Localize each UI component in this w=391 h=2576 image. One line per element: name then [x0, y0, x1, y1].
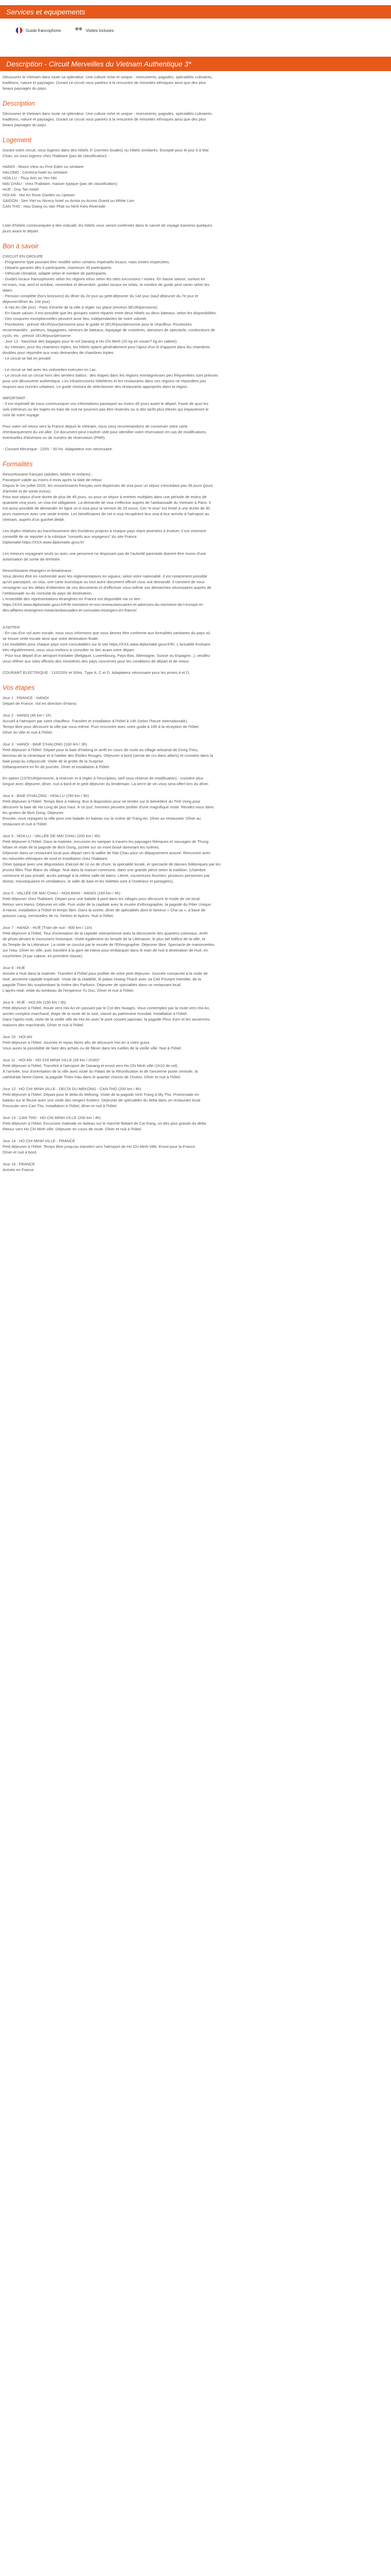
day-line: Accueil à l'aéroport par votre chauffeur. Transfert et installation à l'hôtel à 14h (selon l'heure internationale). [3, 719, 188, 723]
formalite-line: qu'un passeport, un visa, une carte touristique ou tout autre document officiel vous soit demandé. Il convient de vous [3, 580, 205, 584]
day-heading: Jour 4 : BAIE D'HALONG - HOA LU (250 km / 5h) [3, 793, 89, 798]
info-line: mi-mars, mai, avril et octobre, novembre et décembre, guides locaux en relais, le nombre de guide peut varier selon les [3, 282, 209, 287]
formalite-line: d'arrivée et de sortie inclus). [3, 489, 52, 494]
day-heading: Jour 10 : HOI AN [3, 1035, 32, 1039]
day-line: Départ de France. Vol en direction d'Hanoi. [3, 701, 77, 706]
day-line: pagode Thien Mu surplombant la rivière des Parfums. Déjeuner de spécialités dans un restaurant local. [3, 982, 182, 987]
info-line [3, 361, 384, 367]
hotel-list [3, 164, 384, 209]
formalite-line: Vietnam, auprès d'un guichet dédié. [3, 517, 65, 522]
formalite-line [3, 562, 384, 568]
hotel-line: HOI AN : Hoi An Rose Garden ou Uptown [3, 193, 75, 197]
day-line: Dans l'après-midi, visite de la vieille ville de Hoi An avec le pont couvert japonais, la pagode Phuc Kien et les anciennes [3, 1017, 210, 1022]
visits-label: Visites incluses [86, 28, 114, 33]
visits-item [75, 27, 114, 33]
day-line: Arrivée en France. [3, 1167, 35, 1172]
info-line: - Pension complète (hors boissons) du dîner du 2e jour au petit-déjeuner du 14e jour (sauf déjeuner du 7e jour et [3, 294, 199, 298]
hotel-line: HOA LU : Thuy Anh ou Yen Nhi [3, 176, 57, 180]
day-line: Petit déjeuner à l'hôtel. Départ pour la baie d'Halong et arrêt en cours de route au village artisanal de Dong Trieu, [3, 748, 199, 752]
formalite-line: Diplomatie:https://XXX.www.diplomatie.gouv.fr/ [3, 540, 84, 545]
day-line: Retour vers Ho Chi Minh ville. Déjeuner en cours de route. Dîner et nuit à l'hôtel. [3, 1127, 142, 1131]
info-line: toujours aux normes urbaines. Le guide choisira de sélectionner des restaurants appropriés dans la région. [3, 384, 188, 389]
info-line: - Au Vietnam, pour les chambres triples, les hôtels optent généralement pour l'ajout d'un lit d'appoint dans les chambres [3, 345, 210, 349]
formalite-line: Vous devrez être en conformité avec les réglementations en vigueur, selon votre nationalité. Il est notamment possible [3, 574, 207, 579]
day-heading: Jour 5 : HOA LU - VALLÉE DE MAI CHAU (200 km / 4h) [3, 834, 100, 838]
day-line: sur l'eau. Dîner en ville, puis transfert à la gare de Hanoi pour embarquer dans le train de nuit à destination de Hué, en [3, 948, 208, 953]
day-line: Petit déjeuner à l'hôtel. Route vers Hoi An en passant par le Col des Nuages. Vous contemplez par la route vers Hoi An, [3, 1006, 210, 1010]
day-line: les grottes de Bich Dong. Déjeuner. [3, 810, 64, 815]
intro-text [3, 74, 384, 91]
day-heading: Jour 6 : VALLÉE DE MAI CHAU - HOA BINH - HANOI (160 km / 4h) [3, 891, 121, 895]
formalites-title: Formalités [3, 461, 33, 468]
hotel-line: HALONG : Centrica hotel ou similaire [3, 170, 68, 175]
hotel-line: HANOI : Mooni View ou First Eden ou similaire [3, 164, 84, 169]
bon-a-savoir-title: Bon à savoir [3, 243, 39, 250]
day-heading: Jour 1 : FRANCE - HANOI [3, 696, 49, 700]
day-line: restaurant et nuit à l'hôtel. [3, 822, 48, 826]
info-line: dates. [3, 288, 13, 293]
day-line: Poursuite vers Can Tho. Installation à l'hôtel, dîner et nuit à l'hôtel. [3, 1104, 118, 1108]
formalites-text [3, 471, 384, 675]
day-heading: Jour 14 : HO CHI MINH VILLE - FRANCE [3, 1139, 75, 1143]
itinerary-day [3, 1034, 384, 1051]
formalite-line: - En cas d'un vol avec escale, nous vous informons que vous devrez être conforme aux formalités sanitaires du pays où [3, 631, 210, 635]
info-line: - Pourboires : prévoir 4EUR/jour/personne pour le guide et 2EUR/jour/personne pour le chauffeur. Pourboires [3, 322, 192, 327]
formalite-line: Passeport valide au moins 6 mois après la date de retour. [3, 478, 103, 482]
itinerary-day [3, 695, 384, 706]
day-line: Retour vers Hanoi. Déjeuner en ville. Puis visite de la capitale avec le musée d'ethnographie, la pagode du Pilier Unique. [3, 902, 212, 907]
logement-intro-line: Chau, où vous logerez chez l'habitant (pas de classification) : [3, 154, 109, 158]
guide-item [15, 27, 61, 34]
day-heading: Jour 15 : FRANCE [3, 1162, 35, 1166]
info-line: vols intérieurs ou les trajets en train de nuit ne pourront pas être réservés ou si des tarifs plus élevés qui impacteront le [3, 407, 209, 412]
formalite-line: des-affaires-etrangeres-meae/ambassades-et-consulats-etrangers-en-france/ [3, 608, 137, 613]
day-line: couchettes (4 par cabine, en première classe). [3, 954, 84, 958]
day-line: commune et pas privatif, accès partagé à la même salle de bains. Literie, couvertures fournies, plusieurs personnes par [3, 873, 210, 878]
day-line: Temps libre pour découvrir la ville par vous-même. Puis rencontre avec votre guide à 19h à la réception de l'hôtel. [3, 724, 200, 729]
hotel-line: HUE : Duy Tan Hotel [3, 187, 39, 192]
intro-line: traditions, nature et paysages. Durant ce circuit vous partirez à la rencontre de minorités ethniques ainsi que des plus [3, 80, 206, 85]
day-line: Dîner et nuit à bord. [3, 1150, 38, 1155]
formalite-line: vous référer aux sites officiels des ministères des pays concernés pour les conditions de départ et de retour. [3, 659, 190, 664]
itinerary-day [3, 1115, 384, 1132]
day-line: Petit déjeuner à l'hôtel. Temps libre jusqu'au transfert vers l'aéroport de Ho Chi Minh Ville. Envol pour la France. [3, 1144, 197, 1149]
day-line: Dîner en ville et nuit à l'hôtel. [3, 730, 53, 735]
info-line [3, 418, 384, 423]
formalite-line: Depuis le 1er juillet 2025, les ressortissants français sont dispensés de visa pour un séjour n'excédant pas 45 jours (jours [3, 483, 213, 488]
formalite-line: est aussi possible de demander en ligne un e-visa pour la version de 25 euros. Cet "e-visa" est limité à une durée de 90 [3, 506, 210, 511]
services-header-bar: Services et equipements [0, 5, 391, 19]
hotel-line: MAI CHAU : chez l'habitant, maison typique (pas de classification) [3, 181, 118, 186]
itinerary-days [3, 695, 384, 1173]
formalite-line: jours maximum avec une seule entrée. Les bénéficiaires de cet e-visa récupèrent leur visa à leur arrivée à l'aéroport au [3, 512, 209, 516]
day-line: Ensuite, vous rejoignez la ville pour une balade en bateau sur la rivière de Trang An. Dîner au restaurant. Dîner au [3, 816, 201, 821]
itinerary-day [3, 713, 384, 735]
main-content [3, 74, 384, 1179]
day-line: baie jusqu'au crépuscule. Visite de la grotte de la Surprise. [3, 759, 105, 764]
day-line: Dîner typique avec une dégustation d'alcool de riz ou de chum, la spécialité locale, et spectacle de danses folkloriques par les [3, 862, 221, 867]
itinerary-day [3, 1161, 384, 1173]
hotel-line: SAIGON : Sen Viet ou Nicecy hotel ou Arista ou Acnos Grand ou White Lion [3, 198, 135, 203]
info-line [3, 440, 384, 446]
info-line: - Il est impératif de nous communiquer vos informations passeport au moins 45 jours avant le départ. Faute de quoi les [3, 401, 208, 406]
day-heading: Jour 8 : HUÉ [3, 965, 25, 970]
logement-section [3, 136, 384, 234]
info-line: IMPORTANT : [3, 396, 28, 400]
info-line: - Programme type pouvant être modifié selon certains impératifs locaux, mais visites respectées. [3, 260, 170, 264]
formalite-line: - Pour tout départ d'un aéroport frontalier (Belgique, Luxembourg, Pays-Bas, Allemagne, Suisse ou Espagne...), veuillez [3, 653, 210, 658]
logement-note-line: Liste d'hôtels communiquée à titre indicatif, les hôtels vous seront confirmés dans le carnet de voyage transmis quelques [3, 223, 213, 228]
day-line [3, 770, 384, 775]
itinerary-day [3, 741, 384, 787]
day-line: Nham et visite de la pagode de Bich Dong, juchée sur un mont boisé dominant les rizières. [3, 845, 160, 850]
itinerary-day [3, 890, 384, 919]
day-line: L'après-midi, visite du tombeau de l'empereur Tu Duc. Dîner et nuit à l'hôtel. [3, 988, 135, 993]
day-heading: Jour 13 : CAN THO - HO CHI MINH VILLE (200 km / 4h) [3, 1115, 101, 1120]
info-line: - Courant électrique : 220V - 50 Hz. Adaptateur non nécessaire. [3, 447, 113, 451]
day-line: Hué, ancienne capitale impériale. Visite de la citadelle, le palais Hoang Thanh avec sa Cité Pourpre Interdite, de la [3, 977, 201, 981]
info-line: doubles pour répondre aux vrais demandes de chambres triples. [3, 350, 115, 355]
formalite-line [3, 545, 384, 551]
info-line: - Jour 13 : franchise des bagages pour le vol Danang à Ho Chi Minh (20 kg en soute/7 kg en cabine). [3, 339, 178, 344]
day-heading: Jour 7 : HANOI - HUÉ (Train de nuit - 900 km / 11h) [3, 925, 92, 930]
etapes-section [3, 684, 384, 1173]
info-line: - En haute saison, il est possible que les groupes soient répartis entre deux hôtels ou deux bateaux, selon les disponibilités. [3, 311, 217, 315]
day-line: du Temple de la Littérature. La visite se conclut par le musée de l'Ethnographie. Déjeuner libre. Spectacle de marionnettes [3, 942, 215, 947]
description-section [3, 99, 384, 128]
itinerary-day [3, 1138, 384, 1155]
itinerary-day [3, 1057, 384, 1080]
info-line: - Le circuit est un circuit hors des sentiers battus : des étapes dans les régions montagneuses peu fréquentées sont prévues [3, 373, 218, 378]
day-line: les minorités ethniques de nord et installation chez l'habitant. [3, 856, 108, 861]
day-heading: Jour 2 : HANOI (45 km / 1h) [3, 713, 52, 718]
itinerary-day [3, 965, 384, 993]
description-title: Description [3, 100, 35, 107]
formalite-line: très régulièrement, nous vous invitons à consulter ce lien avant votre départ. [3, 648, 135, 652]
logement-title: Logement [3, 137, 31, 144]
formalite-line: l'ambassade ou du consulat du pays de destination. [3, 591, 93, 596]
day-line: À l'arrivée, tour d'orientation de la ville avec visite du Palais de la Réunification et de l'ancienne poste centrale, la [3, 1069, 198, 1074]
day-heading: Jour 3 : HANOI - BAIE D'HALONG (160 km / 3h) [3, 742, 87, 747]
day-line: Petit déjeuner à l'hôtel. Départ pour le delta du Mékong. Visite de la pagode Vinh Trang à My Tho. Promenade en [3, 1092, 199, 1097]
logement-note [3, 223, 384, 234]
info-line: coût de votre voyage. [3, 413, 40, 417]
bon-a-savoir-text [3, 253, 384, 452]
day-line: berceau de la céramique et à l'atelier des Étoiles Rouges. Déjeuner à bord (servie de cru dans altiers) et croisière dans la [3, 753, 213, 758]
day-line: Déjeuner dans un restaurant local puis départ vers la vallée de Mai Chau pour un dépaysement assuré. Rencontre avec [3, 851, 211, 855]
day-heading: Jour 12 : HO CHI MINH VILLE - DELTA DU MEKONG - CAN THO (200 km / 4h) [3, 1087, 141, 1091]
itinerary-day [3, 1086, 384, 1109]
formalite-line: Les mineurs voyageant seuls ou avec une personne ne disposant pas de l'autorité parentale doivent être munis d'une [3, 551, 206, 556]
day-line: Vous aurez la possibilité de faire des achats ou de flâner dans les ruelles de la vieille ville. Nuit à l'hôtel. [3, 1046, 182, 1050]
day-line: jeunes filles Thaï Blanc du village. Nuit dans la maison commune, dans une grande pièce selon la tradition. (chambre [3, 868, 206, 872]
logement-intro-line: Durant votre circuit, vous logerez dans des hôtels 3* (normes locales) ou hôtels similaires. Excepté pour le jour 5 à Mai [3, 148, 209, 152]
day-line: A Hanoi, installation à l'hôtel et temps libre. Dans la soirée, dîner de spécialités dont le fameux « Cha ca », à base de [3, 908, 206, 912]
formalite-line: conseillé de se reporter à la rubrique "conseils aux voyageurs" du site France [3, 534, 137, 539]
info-line: - Départs garantis dès 4 participants, maximum 30 participants. [3, 265, 112, 270]
info-line: - Le circuit se fait avec les voiturettes exécuter en Lac. [3, 367, 97, 372]
info-line: Pour votre vol retour vers la France depuis le Vietnam, nous vous recommandons de conserver votre carte [3, 424, 188, 429]
description-line: beaux paysages du pays. [3, 123, 47, 127]
formalite-line: Les modalités pour chaque pays sont consultables sur le site https://XXX.www.diplomatie.gouv.fr/fr/. L'actualité évoluant [3, 642, 210, 647]
formalite-line [3, 619, 384, 624]
info-line: - Le circuit se fait en privatif. [3, 356, 52, 361]
french-flag-icon [15, 27, 23, 34]
info-line: cyclo, etc : prévoir 1EUR/jour/personne. [3, 333, 72, 338]
day-line: Petit déjeuner à l'hôtel. Transfert à l'aéroport de Danang et envol vers Ho Chi Minh ville (1h10 de vol). [3, 1063, 179, 1068]
hotel-line: CAN THO : Hau Giang ou Van Phat ou Ninh Kieu Riverside [3, 204, 106, 209]
day-heading: Jour 9 : HUÉ - HOI AN (150 km / 3h) [3, 1000, 66, 1005]
description-text [3, 111, 384, 128]
day-line: découvrir la baie de Ha Long de plus haut. À ce jour, hommes peuvent profiter d'une magnifique visite. Rendez-vous dans [3, 805, 214, 809]
info-line: déjeuner/dîner du 10e jour). [3, 299, 51, 304]
day-line: Petit déjeuner à l'hôtel. Tour d'orientation de la capitale vietnamienne avec la découverte des quartiers coloniaux. Arrêt [3, 931, 208, 936]
info-line: - Véhicule climatisé, adapté selon le nombre de participants. [3, 271, 107, 276]
info-line [3, 389, 384, 395]
info-line: - Guides locaux francophones selon les régions et/ou selon les sites excursions / visites. En basse saison, surtout en [3, 277, 205, 281]
formalite-line [3, 522, 384, 528]
formalite-line: Ressortissants étrangers et binationaux : [3, 568, 74, 573]
formalite-line: Ressortissants français (adultes, bébés et enfants) : [3, 472, 93, 477]
info-line: d'embarquement du vol aller. Ce document peut s'avérer utile pour identifier votre réservation en cas de modifications [3, 430, 206, 434]
day-line: Petit déjeuner à l'hôtel. Dans la matinée, excursion en sampan à travers les paysages féériques et sauvages de Thung [3, 839, 208, 844]
info-line: - À Hoi An (9e jour) : Pass d'entrée de la ville à régler sur place (environ 5EUR/personne). [3, 305, 158, 310]
etapes-title: Vos étapes [3, 684, 35, 691]
services-list [15, 27, 114, 34]
formalite-line: quarante cinq jours, un visa est obligatoire. La demande de visa s'effectue auprès de l'ambassade du Vietnam à Paris. Il [3, 500, 211, 505]
description-line: Découvrez le Vietnam dans toute sa splendeur. Une culture riche et unique : monuments, pagodes, spécialités culinaires, [3, 111, 213, 116]
day-heading: Jour 11 : HOI AN - HO CHI MINH VILLE (35 km / 2h30)* [3, 1058, 100, 1062]
info-line: recommandés : porteurs, bagagistes, rameurs de bateaux, équipage de croisières, danseurs de spectacle, conducteurs de [3, 328, 215, 332]
formalites-section [3, 460, 384, 675]
formalite-line [3, 664, 384, 670]
itinerary-day [3, 925, 384, 959]
day-line: bateau sur le fleuve avec une visite des vergers fruitiers. Déjeuner de spécialités du delta dans un restaurant local. [3, 1098, 201, 1103]
people-icon [75, 27, 83, 33]
description-header-bar: Description - Circuit Merveilles du Vietnam Authentique 3* [0, 57, 391, 71]
day-line: Débarquement en fin de journée. Dîner et installation à l'hôtel. [3, 765, 110, 769]
day-line: Petit déjeuner à l'hôtel. Excursion matinale en bateau sur le marché flottant de Cai Rang, un des plus grands du delta. [3, 1121, 207, 1126]
info-line: pour une découverte authentique. Les infrastructures hôtelières et les restaurants dans ces régions ne répondent pas [3, 379, 206, 383]
formalite-line: COURANT ELECTRIQUE : 110/220V et 50Hz. Type A, C et D. Adaptateur nécessaire pour les prises A et D. [3, 670, 190, 675]
day-line: Petit déjeuner chez l'habitant. Départ pour une balade à pied dans les villages pour découvrir le mode de vie local. [3, 896, 201, 901]
description-line: traditions, nature et paysages. Durant ce circuit vous partirez à la rencontre de minorités ethniques ainsi que des plus [3, 117, 206, 122]
day-line: longue avec déjeuner, dîner, nuit à bord et le petit déjeuner du lendemain. La verre de vin vous sera offert lors du dîner. [3, 782, 209, 786]
day-line: maisons des marchands. Dîner et nuit à l'hôtel. [3, 1023, 85, 1027]
info-line: - Des coupures exceptionnelles peuvent avoir lieu, indépendantes de notre volonté. [3, 316, 148, 321]
formalite-line: se trouve cette escale ainsi que votre destination finale. [3, 636, 99, 641]
logement-note-line: jours avant le départ. [3, 229, 39, 233]
guide-label: Guide francophone [26, 28, 61, 33]
formalite-line: Les règles relatives au franchissement des frontières propres à chaque pays étant amenées à évoluer, il est vivement [3, 529, 206, 533]
formalite-line: https://XXX.www.diplomatie.gouv.fr/fr/le-ministere-et-son-reseau/annuaires-et-adresses-du-ministere-de-l-europe-et- [3, 602, 204, 607]
day-line: En option (137EUR/personne, à réserver et à régler à l'inscription, tarif sous réserve de modification) : croisière plus [3, 776, 203, 781]
day-line: Arrivée à Hué dans la matinée. Transfert à l'hôtel pour profiter de votre petit déjeuner. Journée consacrée à la visite de [3, 971, 208, 976]
info-line: CIRCUIT EN GROUPE [3, 254, 43, 259]
intro-line: Découvrez le Vietnam dans toute sa splendeur. Une culture riche et unique : monuments, pagodes, spécialités culinaires, [3, 75, 213, 79]
formalite-line: A NOTER [3, 625, 20, 630]
itinerary-day [3, 833, 384, 884]
logement-intro [3, 147, 384, 159]
day-line: de photo devant le monument historique. Visite également du temple de la Littérature, le plus bel édifice de la ville, et [3, 937, 205, 941]
info-line: éventuelles d'itinéraire ou de numéro de réservation (PNR). [3, 435, 106, 440]
formalite-line: L'ensemble des représentations étrangères en France est disponible via ce lien : [3, 597, 142, 601]
formalite-line: renseigner sur les délais d'obtention de ces documents et d'effectuer vous-même vos démarches nécessaires auprès de [3, 585, 211, 590]
formalite-line: Pour tout séjour d'une durée de plus de 45 jours, ou pour un séjour à entrées multiples dans une période de moins de [3, 495, 207, 499]
intro-line: beaux paysages du pays. [3, 86, 47, 91]
day-line: poisson Lang, vermicelles de riz, herbes et épices. Nuit à l'hôtel. [3, 913, 114, 918]
day-line: Petit déjeuner à l'hôtel. Temps libre à Halong. Bus à disposition pour se rendre sur le belvédère du Tinh Vong pour [3, 799, 201, 804]
itinerary-day [3, 793, 384, 827]
formalite-line: autorisation de sortie de territoire. [3, 557, 61, 562]
day-line: ancien comptoir marchand, étape de la route de la soie, classé au patrimoine mondial. Installation à l'hôtel. [3, 1011, 188, 1016]
bon-a-savoir-section [3, 242, 384, 452]
day-line: dortoir, moustiquaires et ventilateurs, le salle de bain et les toilettes sont à l'extérieur et partagées). [3, 879, 174, 884]
day-line: cathédrale Notre-Dame, la pagode Thien Hau dans le quartier chinois de Cholon. Dîner et nuit à l'hôtel. [3, 1075, 182, 1079]
itinerary-day [3, 999, 384, 1028]
day-line: Petit déjeuner à l'hôtel. Journée et repas libres afin de découvrir Hoi An à votre guise. [3, 1040, 151, 1045]
formalite-line [3, 613, 384, 619]
